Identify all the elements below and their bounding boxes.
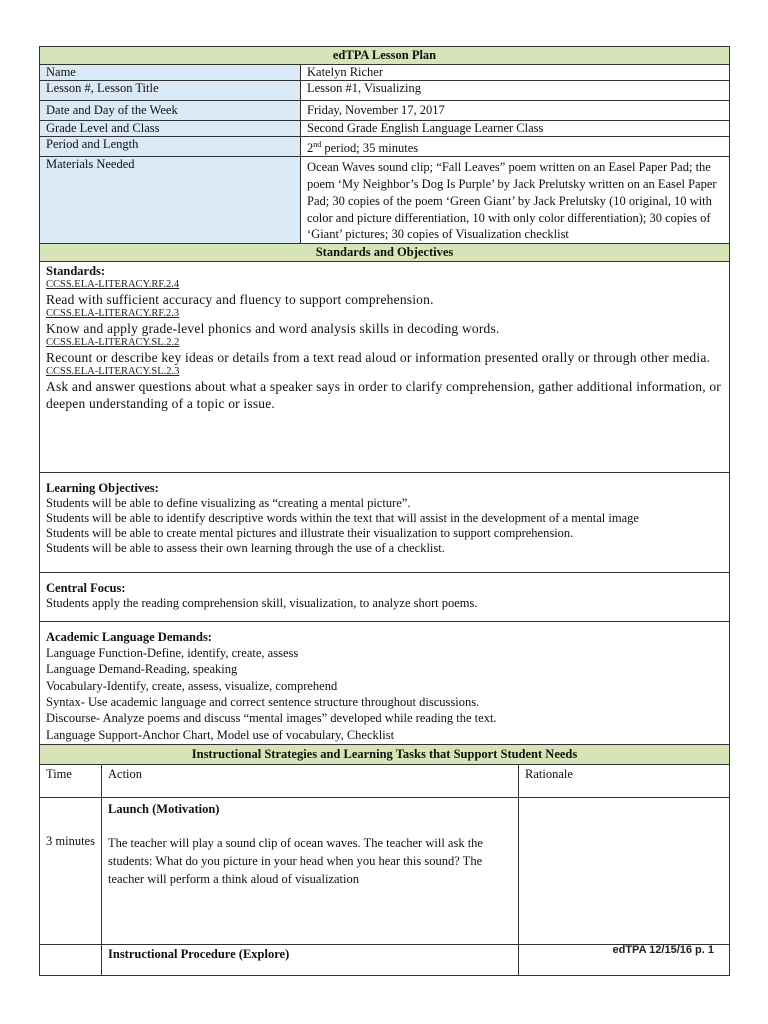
info-value: Lesson #1, Visualizing [301,81,730,101]
page-footer: edTPA 12/15/16 p. 1 [612,944,714,956]
info-label: Lesson #, Lesson Title [40,81,301,101]
standards-title: Standards: [46,264,106,279]
standard-item [46,337,723,366]
info-row-lesson [40,81,730,101]
plan-row-launch [40,797,730,944]
language-line: Language Support-Anchor Chart, Model use of vocabulary, Checklist [46,727,395,742]
standard-text: Know and apply grade-level phonics and word analysis skills in decoding words. [46,321,500,337]
info-label: Period and Length [40,137,301,157]
standards-section [40,262,730,473]
launch-rationale [519,797,730,944]
language-line: Language Demand-Reading, speaking [46,662,238,677]
col-rationale-header: Rationale [519,764,730,797]
period-suffix: nd [313,140,322,149]
standard-item [46,279,723,308]
standards-objectives-header: Standards and Objectives [40,244,730,262]
col-time-header: Time [40,764,102,797]
info-row-period [40,137,730,157]
procedure-time [40,944,102,975]
language-line: Language Function-Define, identify, create, assess [46,646,299,661]
standard-code-link[interactable]: CCSS.ELA-LITERACY.RF.2.4 [46,279,180,291]
central-focus-section [40,573,730,622]
launch-text: The teacher will play a sound clip of ocean waves. The teacher will ask the students: What do you picture in your head when you hear this sound? The teacher will perform a think aloud of visualization [108,835,483,886]
info-row-name [40,65,730,81]
lesson-plan-sheet [39,46,729,976]
info-value [301,137,730,157]
standard-text: Read with sufficient accuracy and fluency to support comprehension. [46,292,434,308]
info-row-grade [40,121,730,137]
info-value: Katelyn Richer [301,65,730,81]
info-value: Friday, November 17, 2017 [301,101,730,121]
period-text: period; 35 minutes [321,141,419,156]
language-title: Academic Language Demands: [46,630,212,645]
academic-language-section [40,622,730,745]
focus-title: Central Focus: [46,581,126,596]
objective-line: Students will be able to identify descriptive words within the text that will assist in the development of a mental image [46,511,639,526]
language-line: Discourse- Analyze poems and discuss “mental images” developed while reading the text. [46,711,497,726]
info-label: Name [40,65,301,81]
procedure-action [102,944,519,975]
period-number: 2 [307,141,314,156]
objective-line: Students will be able to define visualizing as “creating a mental picture”. [46,496,411,511]
standard-code-link[interactable]: CCSS.ELA-LITERACY.SL.2.3 [46,366,180,378]
focus-line: Students apply the reading comprehension skill, visualization, to analyze short poems. [46,596,478,611]
objective-line: Students will be able to create mental pictures and illustrate their visualization to support comprehension. [46,526,574,541]
launch-time: 3 minutes [40,797,102,944]
lesson-info-table [39,46,730,765]
lesson-plan-title: edTPA Lesson Plan [40,47,730,65]
launch-title: Launch (Motivation) [108,801,220,816]
language-line: Syntax- Use academic language and correct sentence structure throughout discussions. [46,695,480,710]
launch-action [102,797,519,944]
standard-text: Ask and answer questions about what a speaker says in order to clarify comprehension, gather additional information, or deepen understanding of a topic or issue. [46,379,721,412]
standard-code-link[interactable]: CCSS.ELA-LITERACY.SL.2.2 [46,337,180,349]
strategies-header: Instructional Strategies and Learning Tasks that Support Student Needs [40,744,730,764]
info-row-materials [40,157,730,244]
standard-item [46,308,723,337]
info-label: Grade Level and Class [40,121,301,137]
language-line: Vocabulary-Identify, create, assess, visualize, comprehend [46,678,338,693]
info-value: Second Grade English Language Learner Class [301,121,730,137]
objective-line: Students will be able to assess their own learning through the use of a checklist. [46,541,445,556]
col-action-header: Action [102,764,519,797]
info-label: Date and Day of the Week [40,101,301,121]
standard-code-link[interactable]: CCSS.ELA-LITERACY.RF.2.3 [46,308,180,320]
objectives-title: Learning Objectives: [46,481,159,496]
standard-text: Recount or describe key ideas or details from a text read aloud or information presented orally or through other media. [46,350,711,366]
info-row-date [40,101,730,121]
info-label: Materials Needed [40,157,301,244]
standard-item [46,366,723,412]
materials-value: Ocean Waves sound clip; “Fall Leaves” poem written on an Easel Paper Pad; the poem ‘My Neighbor’s Dog Is Purple’ by Jack Prelutsky written on an Easel Paper Pad; 30 copies of the poem ‘Green Giant’ by Jack Prelutsky (10 original, 10 with color and picture differentiation, 10 with only color differentiation); 30 copies of ‘Giant’ pictures; 30 copies of Visualization checklist [301,157,730,244]
learning-objectives-section [40,473,730,573]
plan-header-row [40,764,730,797]
procedure-title: Instructional Procedure (Explore) [108,946,290,961]
